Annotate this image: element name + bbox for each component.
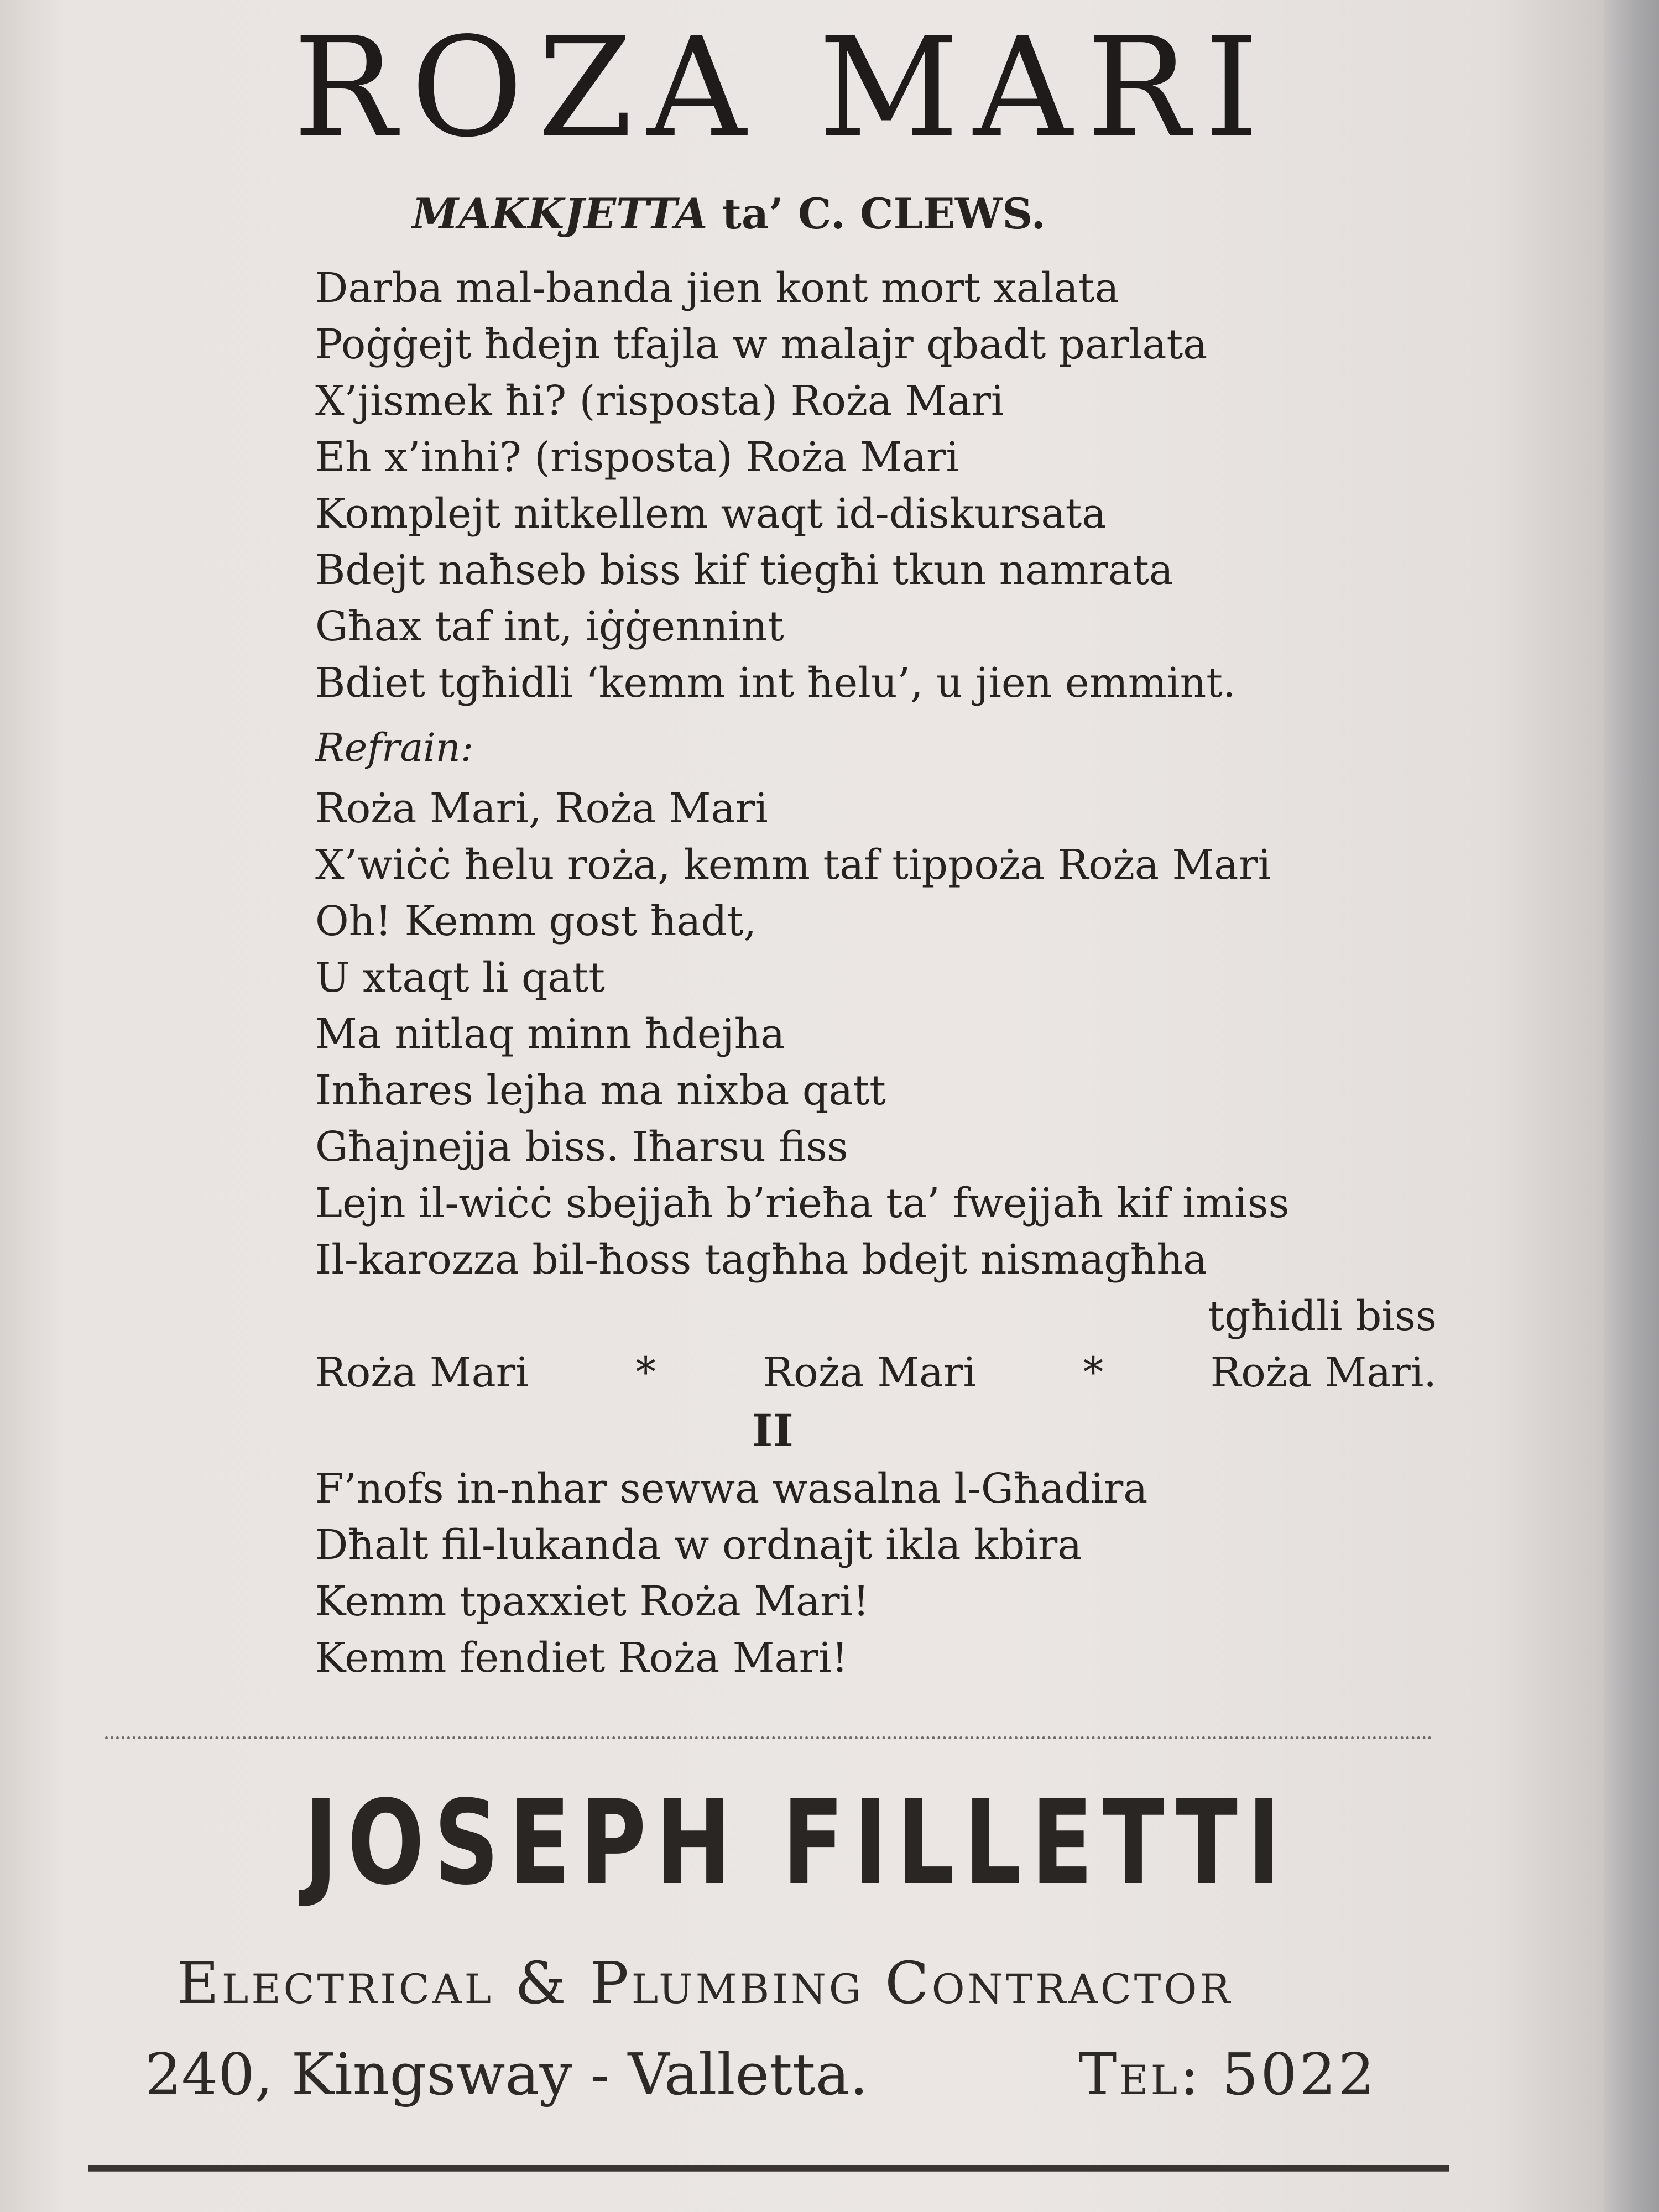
verse-line: X’jismek ħi? (risposta) Roża Mari — [315, 377, 1004, 425]
refrain-line: U xtaqt li qatt — [315, 954, 605, 1001]
refrain-line: Roża Mari, Roża Mari — [315, 785, 768, 832]
advert-telephone: Tel: 5022 — [1078, 2041, 1377, 2108]
advert-trade: Electrical & Plumbing Contractor — [177, 1949, 1233, 2017]
asterisk-separator: * — [635, 1349, 656, 1396]
section-number: II — [752, 1405, 794, 1457]
refrain-line: Lejn il-wiċċ sbejjaħ b’rieħa ta’ fwejjaħ kif imiss — [315, 1180, 1290, 1227]
asterisk-separator: * — [1083, 1349, 1104, 1396]
advert-address: 240, Kingsway - Valletta. — [145, 2041, 868, 2108]
song-title: ROZA MARI — [293, 8, 1274, 168]
refrain-line: Oh! Kemm gost ħadt, — [315, 898, 757, 945]
song-body — [315, 260, 1449, 1686]
subtitle-genre: MAKKJETTA — [412, 189, 708, 238]
verse-line: Darba mal-banda jien kont mort xalata — [315, 264, 1119, 312]
subtitle-author: ta’ C. CLEWS. — [722, 189, 1046, 238]
refrain-label: Refrain: — [315, 725, 474, 770]
verse-line: Għax taf int, iġġennint — [315, 603, 784, 650]
closing-phrase: Roża Mari — [315, 1349, 529, 1396]
refrain-closing-line — [315, 1344, 1449, 1401]
refrain-line: Inħares lejha ma nixba qatt — [315, 1067, 886, 1114]
verse-line: Bdejt naħseb biss kif tiegħi tkun namrata — [315, 546, 1173, 594]
refrain-line: Il-karozza bil-ħoss tagħha bdejt nismagħha — [315, 1236, 1208, 1284]
verse-line: F’nofs in-nhar sewwa wasalna l-Għadira — [315, 1465, 1148, 1512]
bottom-rule — [88, 2165, 1449, 2172]
verse-line: Kemm tpaxxiet Roża Mari! — [315, 1578, 869, 1625]
verse-line: Eh x’inhi? (risposta) Roża Mari — [315, 434, 959, 481]
verse-line: Kemm fendiet Roża Mari! — [315, 1634, 848, 1682]
verse-line: Dħalt fil-lukanda w ordnajt ikla kbira — [315, 1521, 1082, 1569]
verse-line: Komplejt nitkellem waqt id-diskursata — [315, 490, 1107, 538]
song-subtitle — [412, 189, 1046, 238]
page-edge-shadow — [1604, 0, 1659, 2212]
refrain-line: Ma nitlaq minn ħdejha — [315, 1010, 785, 1058]
refrain-line: Għajnejja biss. Iħarsu fiss — [315, 1123, 848, 1171]
refrain-line-continuation: tgħidli biss — [1208, 1292, 1437, 1340]
dotted-divider — [105, 1736, 1432, 1739]
advert-business-name: JOSEPH FILLETTI — [304, 1775, 1291, 1911]
closing-phrase: Roża Mari. — [1210, 1349, 1437, 1396]
verse-line: Bdiet tgħidli ‘kemm int ħelu’, u jien emmint. — [315, 659, 1236, 707]
refrain-line: X’wiċċ ħelu roża, kemm taf tippoża Roża Mari — [315, 841, 1271, 889]
verse-line: Poġġejt ħdejn tfajla w malajr qbadt parlata — [315, 321, 1208, 368]
closing-phrase: Roża Mari — [763, 1349, 977, 1396]
